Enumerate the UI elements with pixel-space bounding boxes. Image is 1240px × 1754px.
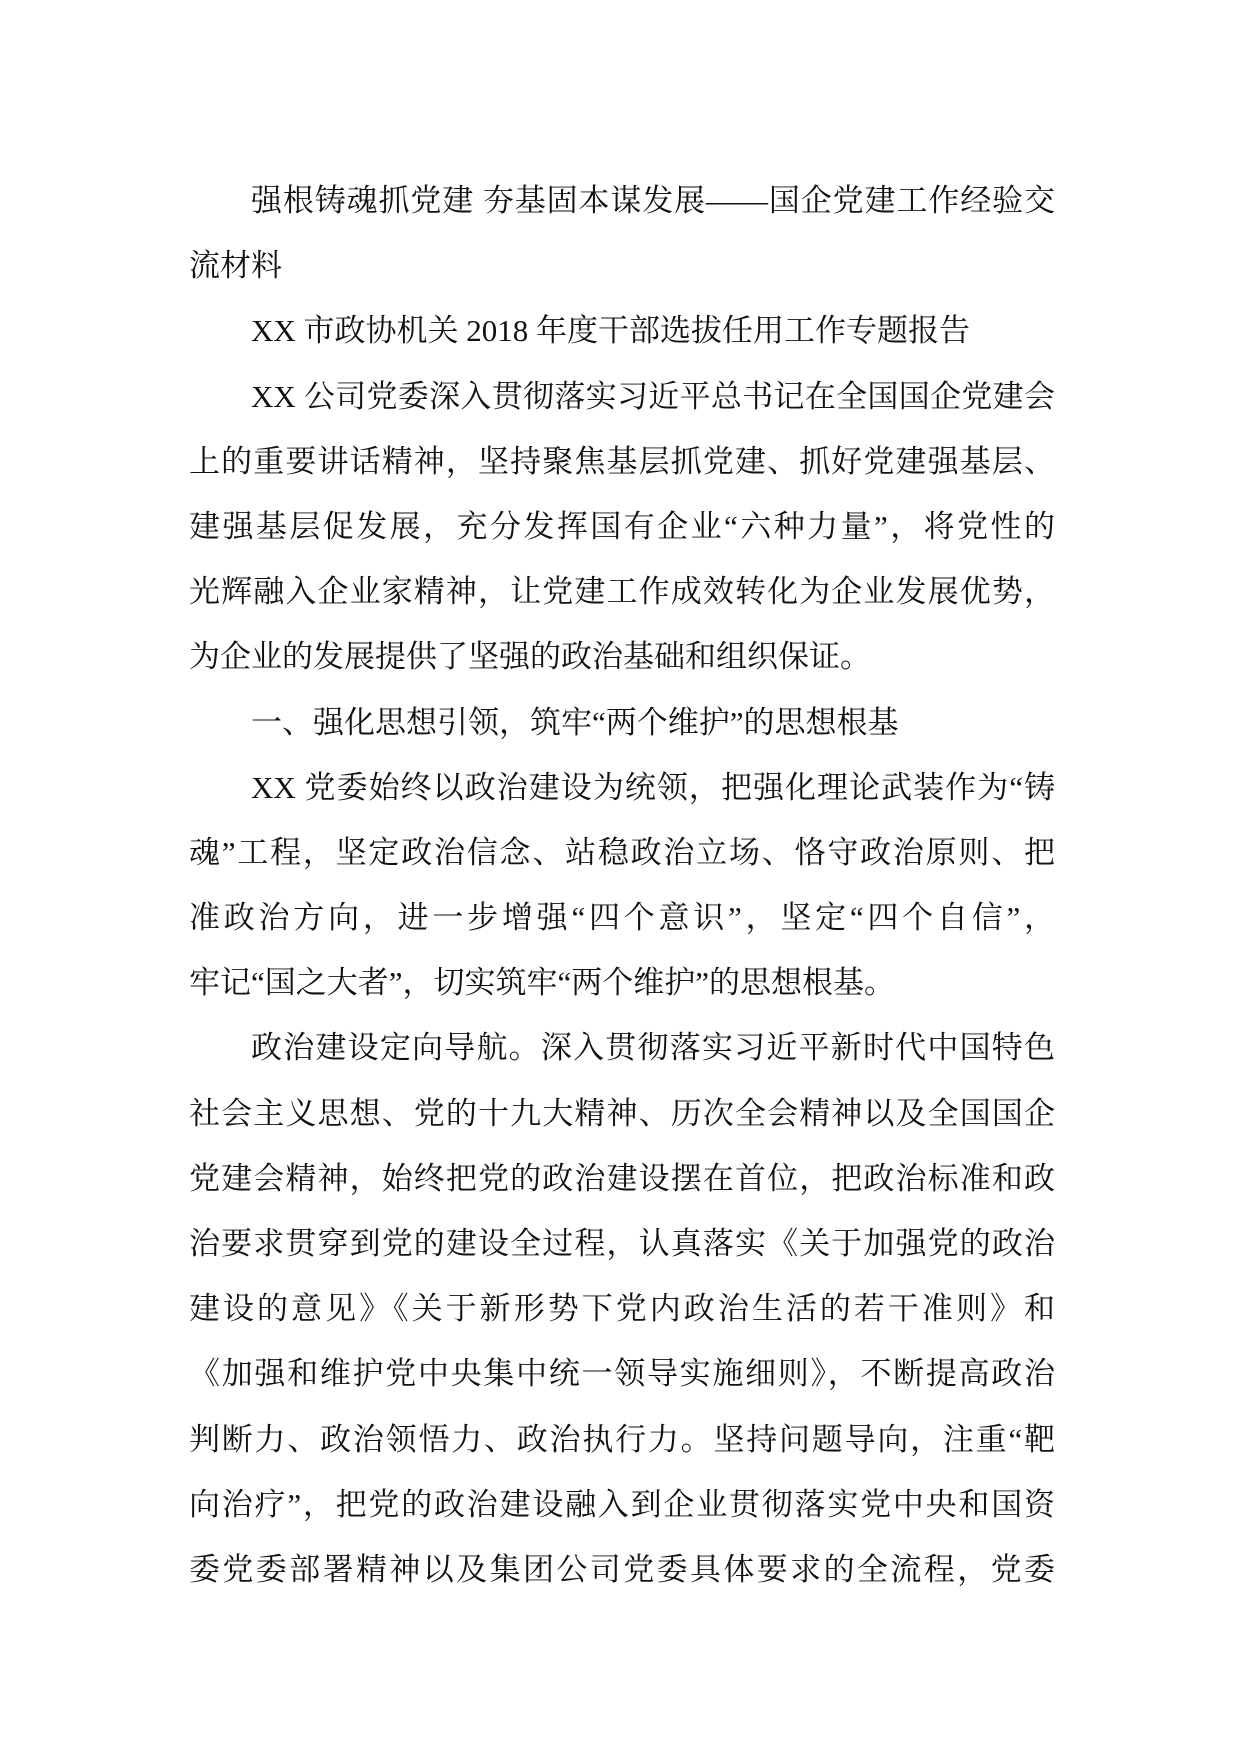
paragraph-line: 党建会精神，始终把党的政治建设摆在首位，把政治标准和政 xyxy=(189,1160,1055,1196)
title-line: 强根铸魂抓党建 夯基固本谋发展——国企党建工作经验交 xyxy=(251,183,1055,218)
paragraph-line: 《加强和维护党中央集中统一领导实施细则》，不断提高政治 xyxy=(189,1356,1055,1392)
paragraph-line: 为企业的发展提供了坚强的政治基础和组织保证。 xyxy=(189,639,871,675)
body-paragraph xyxy=(189,1015,1055,1602)
document-body xyxy=(189,168,1055,1602)
intro-paragraph xyxy=(189,364,1055,690)
section-intro-paragraph xyxy=(189,755,1055,1016)
paragraph-line: 建强基层促发展，充分发挥国有企业“六种力量”，将党性的 xyxy=(189,508,1055,544)
paragraph-line: 委党委部署精神以及集团公司党委具体要求的全流程，党委 xyxy=(189,1551,1055,1587)
paragraph-line: 建设的意见》《关于新形势下党内政治生活的若干准则》和 xyxy=(189,1291,1055,1327)
title-line: 流材料 xyxy=(189,248,282,284)
paragraph-line: 社会主义思想、党的十九大精神、历次全会精神以及全国国企 xyxy=(189,1095,1055,1131)
paragraph-line: 向治疗”，把党的政治建设融入到企业贯彻落实党中央和国资 xyxy=(189,1486,1055,1522)
paragraph-line: 政治建设定向导航。深入贯彻落实习近平新时代中国特色 xyxy=(251,1030,1055,1066)
document-title xyxy=(189,168,1055,298)
paragraph-line: 判断力、政治领悟力、政治执行力。坚持问题导向，注重“靶 xyxy=(189,1421,1055,1457)
paragraph-line: 上的重要讲话精神，坚持聚焦基层抓党建、抓好党建强基层、 xyxy=(189,443,1055,479)
paragraph-line: 准政治方向，进一步增强“四个意识”，坚定“四个自信”， xyxy=(189,900,1055,936)
section-heading: 一、强化思想引领，筑牢“两个维护”的思想根基 xyxy=(251,704,899,740)
paragraph-line: 魂”工程，坚定政治信念、站稳政治立场、恪守政治原则、把 xyxy=(189,834,1055,870)
paragraph-line: XX 党委始终以政治建设为统领，把强化理论武装作为“铸 xyxy=(251,769,1055,805)
paragraph-line: 牢记“国之大者”，切实筑牢“两个维护”的思想根基。 xyxy=(189,965,896,1001)
paragraph-line: XX 公司党委深入贯彻落实习近平总书记在全国国企党建会 xyxy=(251,378,1055,414)
paragraph-line: 治要求贯穿到党的建设全过程，认真落实《关于加强党的政治 xyxy=(189,1226,1055,1261)
paragraph-line: 光辉融入企业家精神，让党建工作成效转化为企业发展优势， xyxy=(189,574,1055,610)
report-title: XX 市政协机关 2018 年度干部选拔任用工作专题报告 xyxy=(251,313,971,349)
